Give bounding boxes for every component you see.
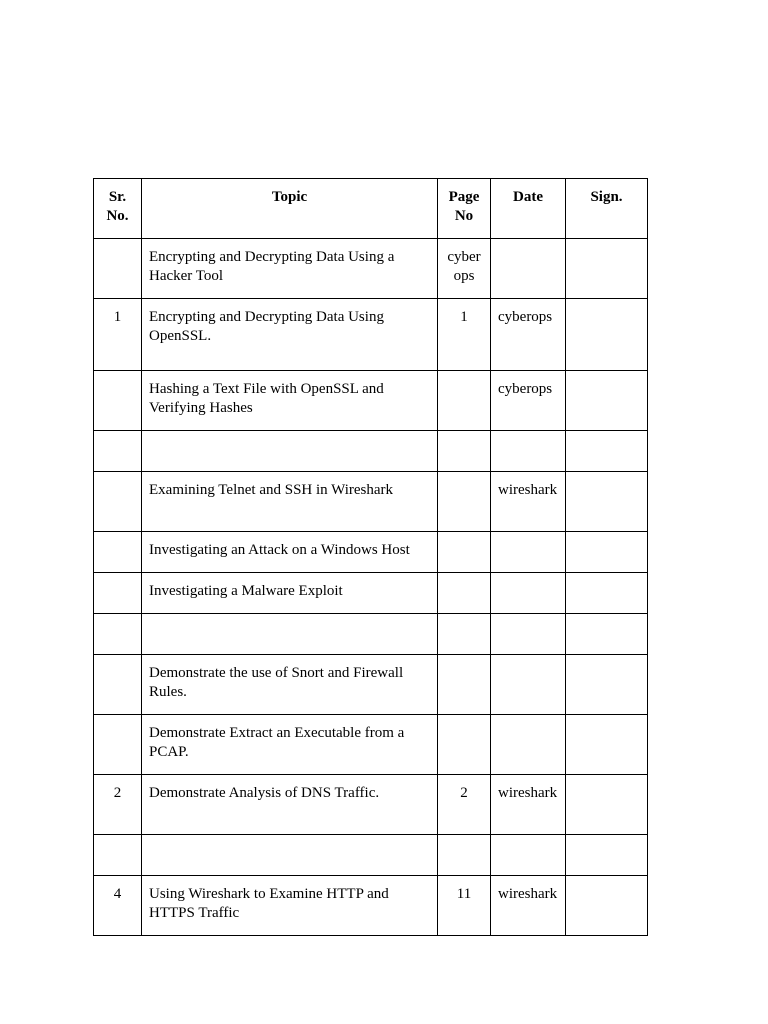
table-row xyxy=(94,532,648,573)
topic-cell: Hashing a Text File with OpenSSL and Verifying Hashes xyxy=(142,371,438,431)
topic-cell: Demonstrate the use of Snort and Firewall Rules. xyxy=(142,655,438,715)
table-row xyxy=(94,472,648,532)
table-row xyxy=(94,835,648,876)
page-cell xyxy=(438,655,491,715)
sr-cell: 4 xyxy=(94,876,142,936)
table-row xyxy=(94,299,648,371)
page-cell: 11 xyxy=(438,876,491,936)
table-row xyxy=(94,614,648,655)
date-cell xyxy=(491,239,566,299)
sign-cell xyxy=(566,431,648,472)
topic-cell: Encrypting and Decrypting Data Using a Hacker Tool xyxy=(142,239,438,299)
date-cell: wireshark xyxy=(491,876,566,936)
sr-cell xyxy=(94,472,142,532)
date-cell xyxy=(491,532,566,573)
topic-cell xyxy=(142,431,438,472)
sign-cell xyxy=(566,655,648,715)
sr-cell xyxy=(94,239,142,299)
date-cell xyxy=(491,835,566,876)
sr-cell: 2 xyxy=(94,775,142,835)
page-cell xyxy=(438,614,491,655)
table-row xyxy=(94,431,648,472)
date-cell: cyberops xyxy=(491,299,566,371)
sign-cell xyxy=(566,472,648,532)
date-cell: wireshark xyxy=(491,472,566,532)
page-cell xyxy=(438,472,491,532)
sr-cell xyxy=(94,715,142,775)
topic-cell: Using Wireshark to Examine HTTP and HTTPS Traffic xyxy=(142,876,438,936)
table-row xyxy=(94,371,648,431)
sr-cell xyxy=(94,573,142,614)
sign-cell xyxy=(566,371,648,431)
date-cell xyxy=(491,715,566,775)
header-sign: Sign. xyxy=(566,179,648,239)
page-cell xyxy=(438,532,491,573)
sign-cell xyxy=(566,532,648,573)
sign-cell xyxy=(566,715,648,775)
table-row xyxy=(94,573,648,614)
date-cell: cyberops xyxy=(491,371,566,431)
sr-cell xyxy=(94,835,142,876)
date-cell xyxy=(491,655,566,715)
topic-cell xyxy=(142,835,438,876)
header-page-no: Page No xyxy=(438,179,491,239)
sr-cell xyxy=(94,371,142,431)
topic-cell xyxy=(142,614,438,655)
date-cell xyxy=(491,614,566,655)
sign-cell xyxy=(566,299,648,371)
sr-cell xyxy=(94,532,142,573)
header-topic: Topic xyxy=(142,179,438,239)
topic-cell: Examining Telnet and SSH in Wireshark xyxy=(142,472,438,532)
page-cell: 2 xyxy=(438,775,491,835)
sr-cell: 1 xyxy=(94,299,142,371)
index-table xyxy=(93,178,648,936)
sr-cell xyxy=(94,655,142,715)
sr-cell xyxy=(94,614,142,655)
sign-cell xyxy=(566,239,648,299)
page-cell xyxy=(438,715,491,775)
table-row xyxy=(94,775,648,835)
table-row xyxy=(94,239,648,299)
sign-cell xyxy=(566,614,648,655)
sign-cell xyxy=(566,775,648,835)
header-sr-no: Sr. No. xyxy=(94,179,142,239)
topic-cell: Investigating a Malware Exploit xyxy=(142,573,438,614)
date-cell: wireshark xyxy=(491,775,566,835)
page-cell: cyber ops xyxy=(438,239,491,299)
sign-cell xyxy=(566,573,648,614)
header-date: Date xyxy=(491,179,566,239)
topic-cell: Demonstrate Analysis of DNS Traffic. xyxy=(142,775,438,835)
sign-cell xyxy=(566,835,648,876)
page-cell xyxy=(438,431,491,472)
page-cell: 1 xyxy=(438,299,491,371)
topic-cell: Demonstrate Extract an Executable from a PCAP. xyxy=(142,715,438,775)
topic-cell: Investigating an Attack on a Windows Host xyxy=(142,532,438,573)
table-row xyxy=(94,715,648,775)
header-row xyxy=(94,179,648,239)
topic-cell: Encrypting and Decrypting Data Using OpenSSL. xyxy=(142,299,438,371)
sign-cell xyxy=(566,876,648,936)
date-cell xyxy=(491,431,566,472)
table-row xyxy=(94,876,648,936)
page-cell xyxy=(438,835,491,876)
date-cell xyxy=(491,573,566,614)
page-cell xyxy=(438,573,491,614)
sr-cell xyxy=(94,431,142,472)
page-cell xyxy=(438,371,491,431)
table-row xyxy=(94,655,648,715)
